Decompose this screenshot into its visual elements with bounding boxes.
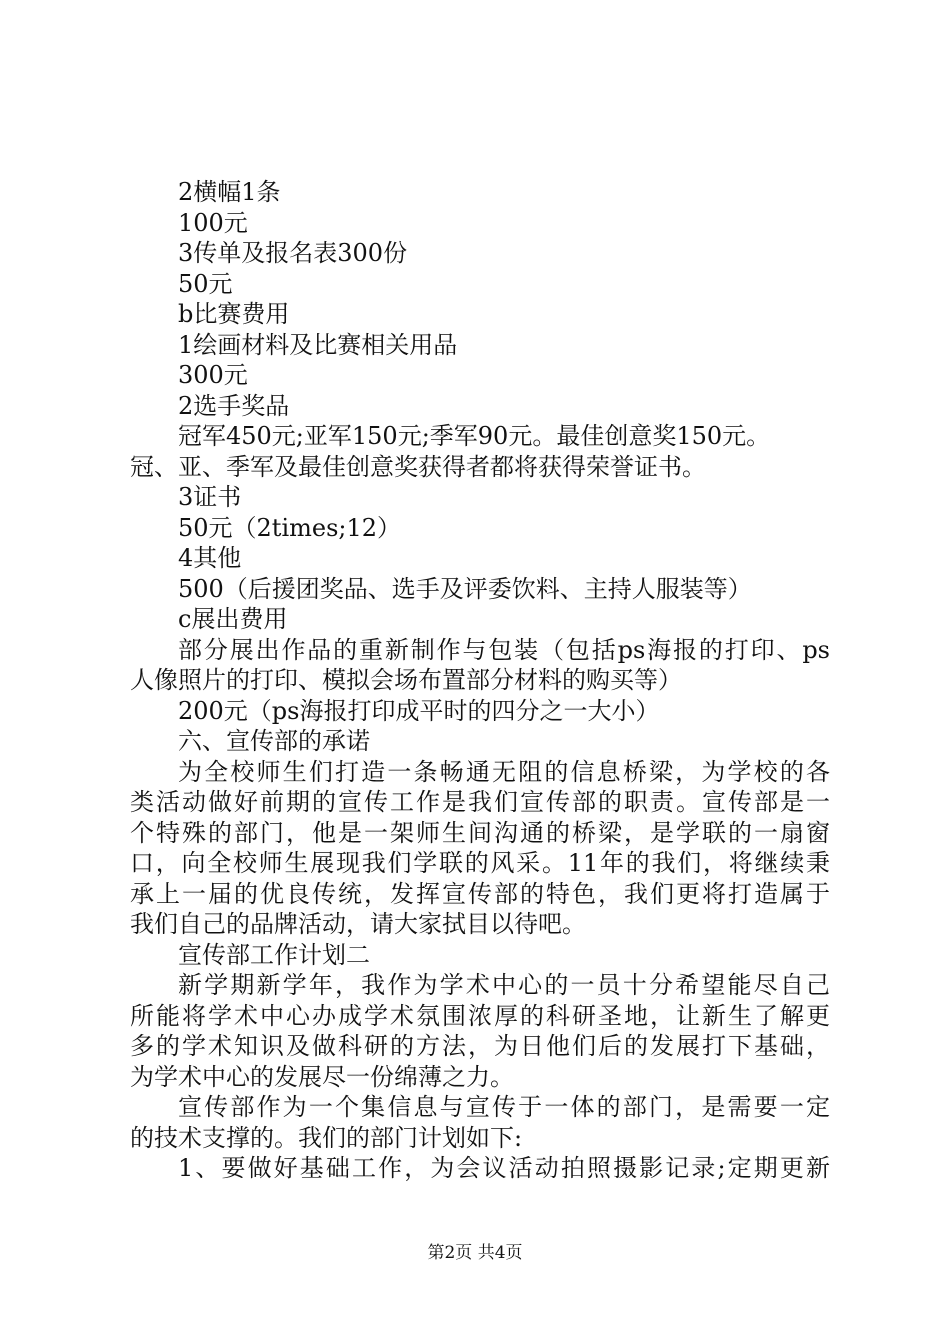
text-line: 100元	[178, 208, 248, 237]
text-line: 1、要做好基础工作，为会议活动拍照摄影记录;定期更新	[178, 1154, 830, 1182]
text-line: b比赛费用	[178, 300, 290, 328]
text-line: 为全校师生们打造一条畅通无阻的信息桥梁，为学校的各	[178, 757, 830, 786]
text-line: 3证书	[178, 483, 242, 511]
text-line: 所能将学术中心办成学术氛围浓厚的科研圣地，让新生了解更	[130, 1001, 830, 1030]
text-line: 2横幅1条	[178, 178, 281, 206]
page-footer: 第2页 共4页	[427, 1243, 523, 1263]
text-line: 我们自己的品牌活动，请大家拭目以待吧。	[130, 910, 586, 938]
text-line: 的技术支撑的。我们的部门计划如下:	[130, 1123, 523, 1152]
text-line: 部分展出作品的重新制作与包装（包括ps海报的打印、ps	[178, 635, 830, 664]
document-body	[130, 177, 830, 1184]
text-line: 3传单及报名表300份	[178, 239, 408, 267]
text-line: 50元	[178, 269, 233, 298]
text-line: 宣传部工作计划二	[178, 940, 370, 969]
text-line: 人像照片的打印、模拟会场布置部分材料的购买等）	[130, 666, 682, 694]
text-line: 2选手奖品	[178, 391, 290, 420]
text-line: 口，向全校师生展现我们学联的风采。11年的我们，将继续秉	[130, 849, 830, 877]
text-line: 1绘画材料及比赛相关用品	[178, 330, 458, 359]
text-line: 宣传部作为一个集信息与宣传于一体的部门，是需要一定	[178, 1093, 830, 1121]
text-line: 200元（ps海报打印成平时的四分之一大小）	[178, 696, 660, 725]
text-line: 4其他	[178, 544, 242, 572]
text-line: c展出费用	[178, 605, 288, 633]
text-line: 为学术中心的发展尽一份绵薄之力。	[130, 1062, 514, 1091]
text-line: 冠、亚、季军及最佳创意奖获得者都将获得荣誉证书。	[130, 452, 706, 481]
text-line: 50元（2times;12）	[178, 513, 402, 542]
text-line: 300元	[178, 361, 248, 389]
text-line: 多的学术知识及做科研的方法，为日他们后的发展打下基础，	[130, 1032, 830, 1060]
text-line: 承上一届的优良传统，发挥宣传部的特色，我们更将打造属于	[130, 879, 830, 908]
text-line: 冠军450元;亚军150元;季军90元。最佳创意奖150元。	[178, 422, 771, 450]
text-line: 六、宣传部的承诺	[178, 727, 370, 755]
text-line: 500（后援团奖品、选手及评委饮料、主持人服装等）	[178, 574, 752, 603]
text-line: 个特殊的部门，他是一架师生间沟通的桥梁，是学联的一扇窗	[130, 818, 830, 847]
text-line: 新学期新学年，我作为学术中心的一员十分希望能尽自己	[178, 971, 830, 999]
text-line: 类活动做好前期的宣传工作是我们宣传部的职责。宣传部是一	[130, 788, 830, 816]
